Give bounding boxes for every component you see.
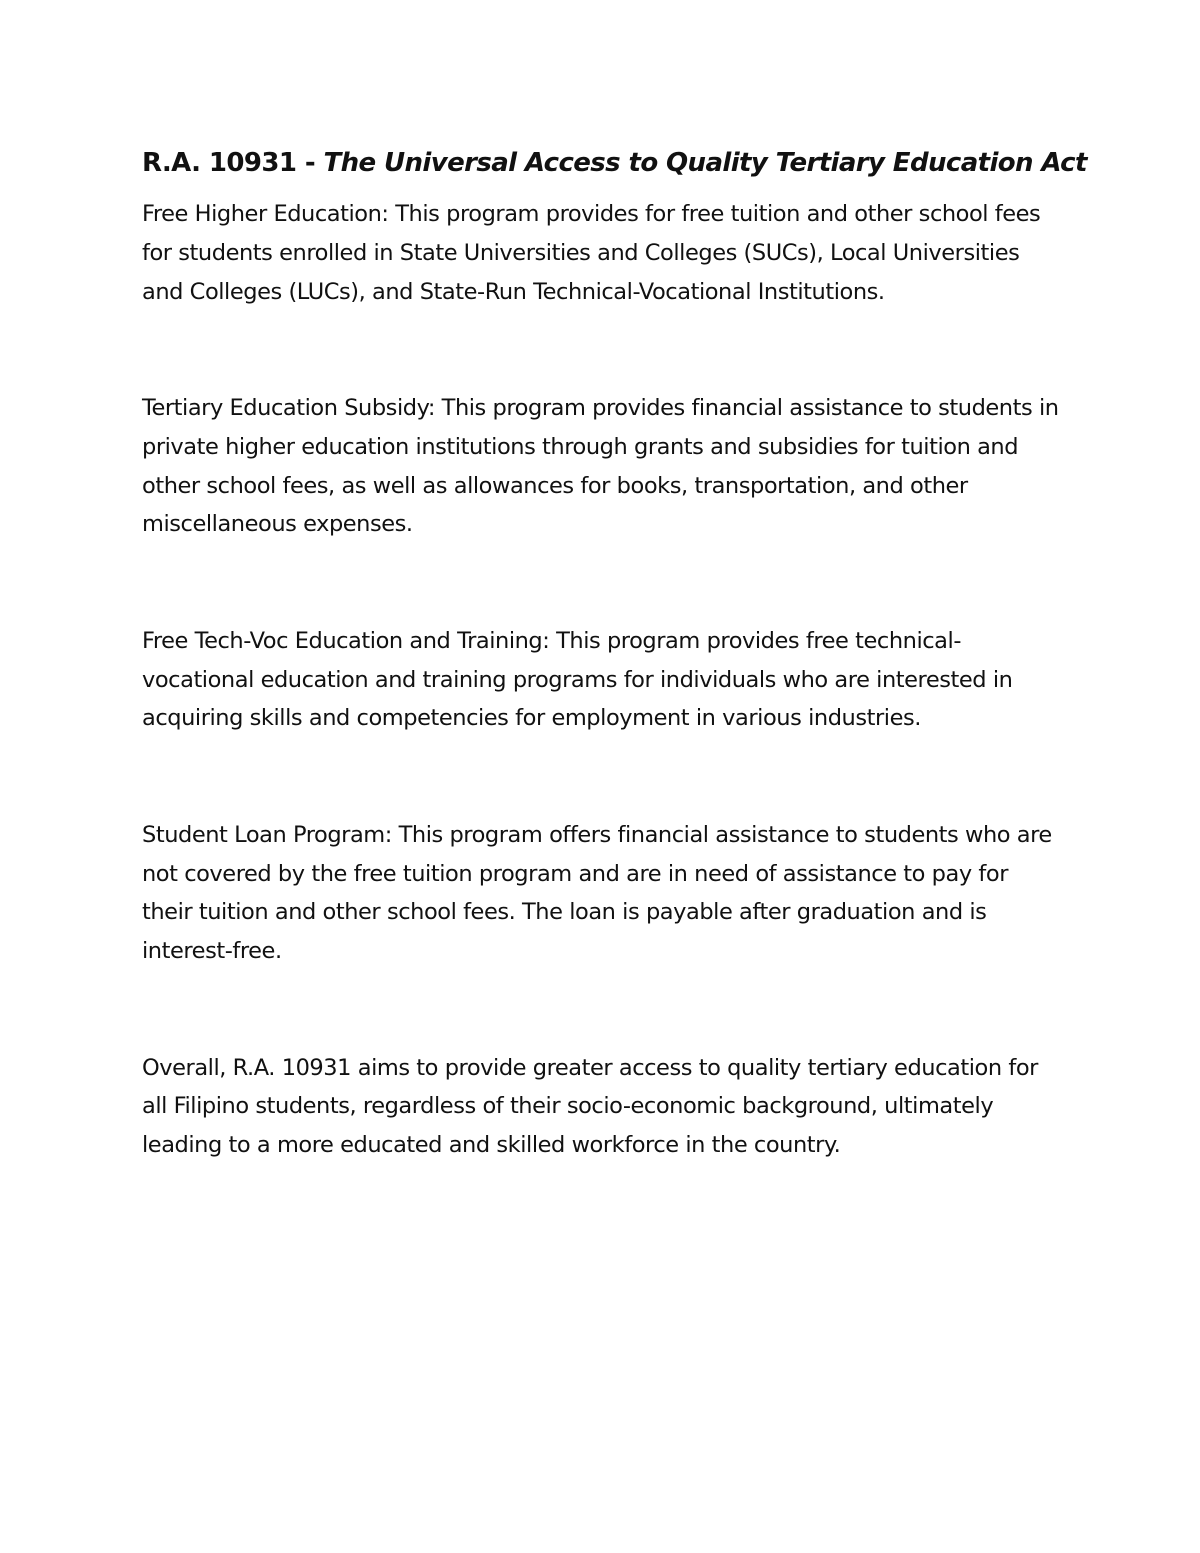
paragraph-tertiary-education-subsidy: Tertiary Education Subsidy: This program provides financial assistance to students in private higher education institutions through grants and subsidies for tuition and other school fees, as well as allowances for books, transportation, and other miscellaneous expenses. — [142, 394, 1059, 538]
paragraph-overall-summary: Overall, R.A. 10931 aims to provide greater access to quality tertiary education for all Filipino students, regardless of their socio-economic background, ultimately leading to a more educated and skilled workforce in the country. — [142, 1054, 1038, 1159]
title-act-name: The Universal Access to Quality Tertiary Education Act — [323, 148, 1087, 178]
paragraph-spacer — [142, 971, 1062, 1049]
title-act-number: R.A. 10931 - — [142, 148, 324, 178]
paragraph-spacer — [142, 544, 1062, 622]
document-body — [142, 143, 1087, 1165]
document-title — [142, 143, 1087, 183]
paragraph-free-higher-education: Free Higher Education: This program provides for free tuition and other school fees for students enrolled in State Universities and Colleges (SUCs), Local Universities and Colleges (LUCs), and State-Run Technical-Vocational Institutions. — [142, 201, 1041, 305]
paragraph-free-tech-voc: Free Tech-Voc Education and Training: This program provides free technical-vocational education and training programs for individuals who are interested in acquiring skills and competencies for employment in various industries. — [142, 627, 1013, 732]
paragraph-spacer — [142, 738, 1062, 816]
paragraph-student-loan-program: Student Loan Program: This program offers financial assistance to students who are not covered by the free tuition program and are in need of assistance to pay for their tuition and other school fees. The loan is payable after graduation and is interest-free. — [142, 821, 1052, 965]
paragraph-spacer — [142, 311, 1062, 389]
